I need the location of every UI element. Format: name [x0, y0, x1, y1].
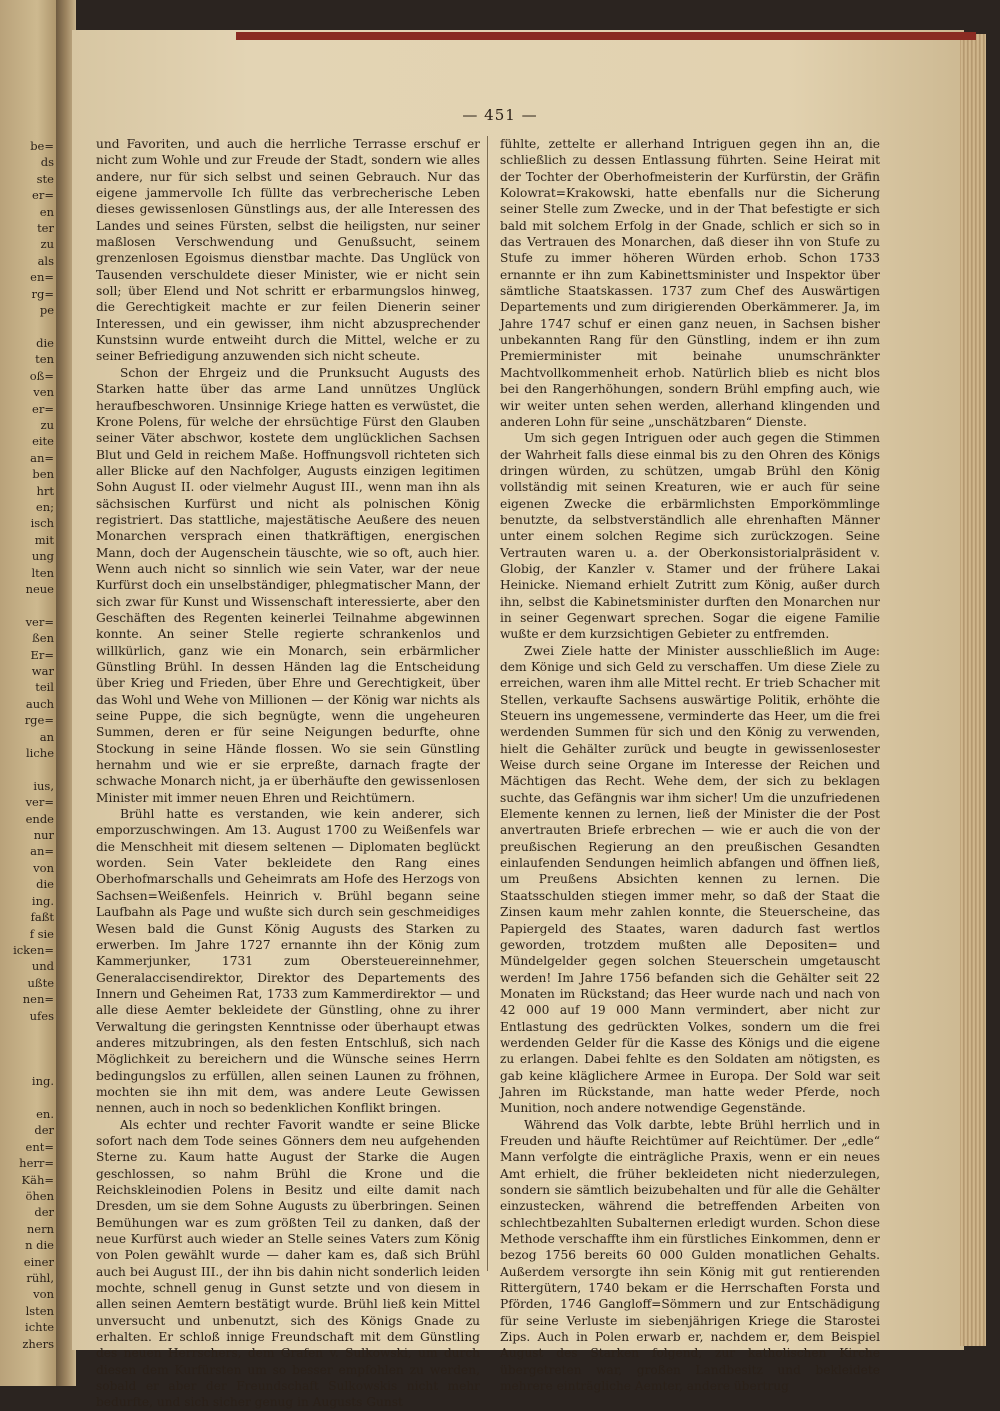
page-edges	[960, 34, 986, 1346]
page-number: — 451 —	[462, 106, 538, 124]
paragraph: Während das Volk darbte, lebte Brühl herrlich und in Freuden und häufte Reichtümer auf Reichtümer. Der „edle“ Mann verfolgte die einträgliche Praxis, wenn er ein neues Amt erhielt, die früher bekleideten nicht niederzulegen, sondern sie sämtlich beizubehalten und für alle die Gehälter einzustecken, während die betreffenden Arbeiten von schlechtbezahlten Subalternen erledigt wurden. Schon diese Methode verschaffte ihm ein fürstliches Einkommen, denn er bezog 1756 bereits 60 000 Gulden monatlichen Gehalts. Außerdem versorgte ihn sein König mit gut rentierenden Rittergütern, 1740 bekam er die Herrschaften Forsta und Pförden, 1746 Gangloff=Sömmern und zur Entschädigung für seine Verluste im siebenjährigen Kriege die Starostei Zips. Auch in Polen erwarb er, nachdem er, dem Beispiel August des Starken folgend, zur katholischen Kirche übergetreten war, großen Landbesitz und bekleidete mehrere einträgliche Aemter, andere übertrug	[500, 1117, 880, 1394]
paragraph: Brühl hatte es verstanden, wie kein anderer, sich emporzuschwingen. Am 13. August 1700 zu Weißenfels war die Menschheit mit diesem seltenen — Diplomaten beglückt worden. Sein Vater bekleidete den Rang eines Oberhofmarschalls und Geheimrats am Hofe des Herzogs von Sachsen=Weißenfels. Heinrich v. Brühl begann seine Laufbahn als Page und wußte sich durch sein geschmeidiges Wesen bald die Gunst König Augusts des Starken zu erwerben. Im Jahre 1727 ernannte ihn der König zum Kammerjunker, 1731 zum Obersteuereinnehmer, Generalaccisendirektor, Direktor des Departements des Innern und Geheimen Rat, 1733 zum Kammerdirektor — und alle diese Aemter bekleidete der Günstling, ohne zu ihrer Verwaltung die geringsten Kenntnisse oder überhaupt etwas anderes mitzubringen, als den festen Entschluß, sich nach Möglichkeit zu bereichern und die Wünsche seines Herrn bedingungslos zu erfüllen, allen seinen Launen zu fröhnen, mochten sie ihn mit dem, was andere Leute Gewissen nennen, auch in noch so bedenklichen Konflikt bringen.	[96, 807, 480, 1116]
right-column	[500, 136, 880, 1394]
column-divider	[487, 136, 488, 1271]
paragraph: Als echter und rechter Favorit wandte er seine Blicke sofort nach dem Tode seines Gönners dem neu aufgehenden Sterne zu. Kaum hatte August der Starke die Augen geschlossen, so nahm Brühl die Krone und die Reichskleinodien Polens in Besitz und eilte damit nach Dresden, um sie dem Sohne Augusts zu überbringen. Seinen Bemühungen war es zum größten Teil zu danken, daß der neue Kurfürst auch wieder an Stelle seines Vaters zum König von Polen gewählt wurde — daher kam es, daß sich Brühl auch bei August III., der ihn bis dahin nicht sonderlich leiden mochte, schnell genug in Gunst setzte und von diesem in allen seinen Aemtern bestätigt wurde. Brühl ließ kein Mittel unversucht und unbenutzt, sich des Königs Gnade zu erhalten. Er schloß innige Freundschaft mit dem Günstling des neuen Herrschers, dem Grafen v. Sulkowski, um durch diesen dem Kurfürsten um so besser empfohlen zu werden, sobald er aber der Freundschaft Sulkowskis nicht mehr bedurfte, und sich sicher genug in Augusts Gunst	[96, 1117, 480, 1410]
paragraph: Schon der Ehrgeiz und die Prunksucht Augusts des Starken hatte über das arme Land unnützes Unglück heraufbeschworen. Unsinnige Kriege hatten es verwüstet, die Krone Polens, für welche der ehrsüchtige Fürst den Glauben seiner Väter abschwor, kostete dem unglücklichen Sachsen Blut und Geld in reichem Maße. Hoffnungsvoll richteten sich aller Blicke auf den Nachfolger, Augusts einzigen legitimen Sohn August II. oder vielmehr August III., wenn man ihn als sächsischen Kurfürst und nicht als polnischen König registriert. Das stattliche, majestätische Aeußere des neuen Monarchen versprach einen thatkräftigen, energischen Mann, doch der Augenschein täuschte, wie so oft, auch hier. Wenn auch nicht so sinnlich wie sein Vater, war der neue Kurfürst doch ein unselbständiger, phlegmatischer Mann, der sich zwar für Kunst und Wissenschaft interessierte, aber den Geschäften des Regenten keinerlei Teilnahme abgewinnen konnte. An seiner Stelle regierte schrankenlos und willkürlich, ganz wie ein Monarch, sein erbärmlicher Günstling Brühl. In dessen Händen lag die Entscheidung über Krieg und Frieden, über Ehre und Gerechtigkeit, über das Wohl und Wehe von Millionen — der König war nichts als seine Puppe, die sich begnügte, wenn die ungeheuren Summen, deren er für seine Neigungen bedurfte, ohne Stockung in seine Hände flossen. Wo sie sein Günstling hernahm und wie er sie erpreßte, darnach fragte der schwache Monarch nicht, ja er überhäufte den gewissenlosen Minister mit immer neuen Ehren und Reichtümern.	[96, 365, 480, 805]
paragraph: und Favoriten, und auch die herrliche Terrasse erschuf er nicht zum Wohle und zur Freude der Stadt, sondern wie alles andere, nur für sich selbst und seinen Gebrauch. Nur das eigene jammervolle Ich füllte das verbrecherische Leben dieses gewissenlosen Günstlings aus, der alle Interessen des Landes und seines Fürsten, selbst die heiligsten, nur seiner maßlosen Verschwendung und Genußsucht, seinem grenzenlosen Egoismus dienstbar machte. Das Unglück von Tausenden verschuldete dieser Minister, wie er nicht sein soll; über Elend und Not schritt er erbarmungslos hinweg, die Gerechtigkeit machte er zur feilen Dienerin seiner Interessen, und ein gewisser, ihm nicht abzusprechender Kunstsinn wurde entweiht durch die Mittel, welche er zu seiner Befriedigung anzuwenden sich nicht scheute.	[96, 137, 480, 364]
left-column	[96, 136, 480, 1411]
paragraph: Um sich gegen Intriguen oder auch gegen die Stimmen der Wahrheit falls diese einmal bis zu den Ohren des Königs dringen würden, zu schützen, umgab Brühl den König vollständig mit seinen Kreaturen, wie er auch für seine eigenen Zwecke die erbärmlichsten Emporkömmlinge benutzte, da selbstverständlich alle ehrenhaften Männer unter einem solchen Regime sich zurückzogen. Seine Vertrauten waren u. a. der Oberkonsistorialpräsident v. Globig, der Kanzler v. Stamer und der frühere Lakai Heinicke. Niemand erhielt Zutritt zum König, außer durch ihn, selbst die Kabinetsminister durften den Monarchen nur in seiner Gegenwart sprechen. Sogar die eigene Familie wußte er dem kurzsichtigen Gebieter zu entfremden.	[500, 431, 880, 642]
left-page-text: be= ds ste er= en ter zu als en= rg= pe die ten oß= ven er= zu eite an= ben hrt en; isch mit ung lten neue ver= ßen Er= war teil auch rge= an liche ius, ver= ende nur an= von die ing. faßt f sie icken= und ußte nen= ufes ing. en. der ent= herr= Käh= öhen der nern n die einer rühl, von lsten ichte zhers	[13, 139, 54, 1351]
left-page-fragment	[0, 0, 62, 1386]
paragraph: fühlte, zettelte er allerhand Intriguen gegen ihn an, die schließlich zu dessen Entlassung führten. Seine Heirat mit der Tochter der Oberhofmeisterin der Kurfürstin, der Gräfin Kolowrat=Krakowski, hatte ebenfalls nur die Sicherung seiner Stelle zum Zwecke, und in der That befestigte er sich bald mit solchem Erfolg in der Gnade, schlich er sich so in das Vertrauen des Monarchen, daß dieser ihn von Stufe zu Stufe zu immer höheren Würden erhob. Schon 1733 ernannte er ihn zum Kabinettsminister und Inspektor über sämtliche Staatskassen. 1737 zum Chef des Auswärtigen Departements und zum dirigierenden Oberkämmerer. Ja, im Jahre 1747 schuf er einen ganz neuen, in Sachsen bisher unbekannten Rang für den Günstling, indem er ihn zum Premierminister mit beinahe unumschränkter Machtvollkommenheit erhob. Natürlich blieb es nicht blos bei den Rangerhöhungen, sondern Brühl empfing auch, wie wir weiter unten sehen werden, allerhand klingenden und anderen Lohn für seine „unschätzbaren“ Dienste.	[500, 137, 880, 429]
top-band	[236, 32, 976, 40]
paragraph: Zwei Ziele hatte der Minister ausschließlich im Auge: dem Könige und sich Geld zu verschaffen. Um diese Ziele zu erreichen, waren ihm alle Mittel recht. Er trieb Schacher mit Stellen, verkaufte Sachsens auswärtige Politik, erhöhte die Steuern ins ungemessene, verminderte das Heer, um die frei werdenden Summen für sich und den König zu verwenden, hielt die Gehälter zurück und beugte in gewissenlosester Weise durch seine Organe im Interesse der Reichen und Mächtigen das Recht. Wehe dem, der sich zu beklagen suchte, das Gefängnis war ihm sicher! Um die unzufriedenen Elemente kennen zu lernen, ließ der Minister die der Post anvertrauten Briefe erbrechen — wie er auch die von der preußischen Regierung an den preußischen Gesandten einlaufenden Sendungen heimlich abfangen und öffnen ließ, um Preußens Absichten kennen zu lernen. Die Staatsschulden stiegen immer mehr, so daß der Staat die Zinsen kaum mehr zahlen konnte, die Steuerscheine, das Papiergeld des Staates, waren dadurch fast wertlos geworden, trotzdem mußten alle Depositen= und Mündelgelder gegen solchen Steuerschein umgetauscht werden! Im Jahre 1756 befanden sich die Gehälter seit 22 Monaten im Rückstand; das Heer wurde nach und nach von 42 000 auf 19 000 Mann vermindert, aber nicht zur Entlastung des gedrückten Volkes, sondern um die frei werdenden Gelder für die Kasse des Königs und die eigene zu erlangen. Dabei fehlte es den Soldaten am nötigsten, es gab keine kläglichere Armee in Europa. Der Sold war seit Jahren im Rückstande, man hatte weder Pferde, noch Munition, noch andere notwendige Gegenstände.	[500, 643, 880, 1116]
